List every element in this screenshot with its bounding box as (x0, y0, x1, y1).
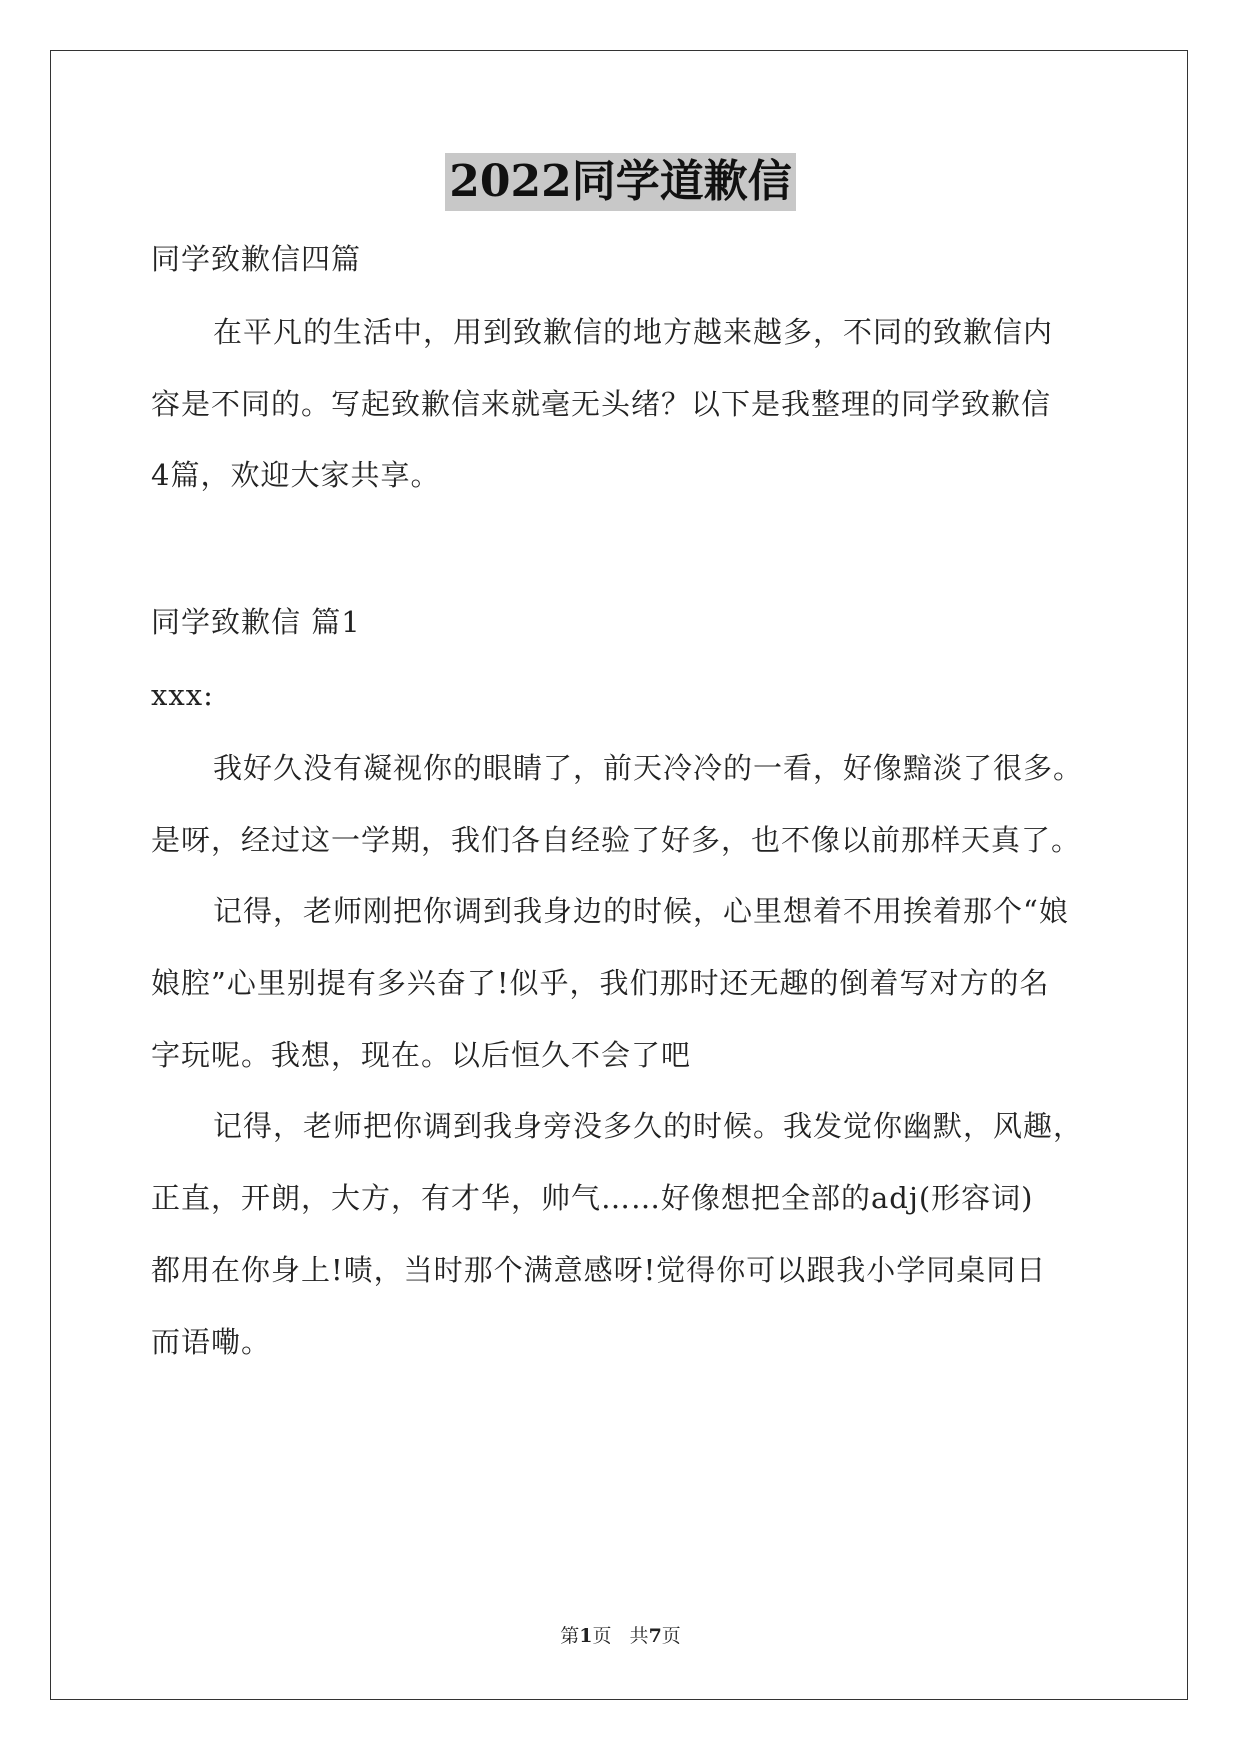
document-title: 2022同学道歉信 (445, 153, 795, 211)
footer-prefix: 第 (560, 1625, 580, 1647)
paragraph-line: 都用在你身上!啧，当时那个满意感呀!觉得你可以跟我小学同桌同日 (151, 1253, 1047, 1287)
paragraph-line: 在平凡的生活中，用到致歉信的地方越来越多，不同的致歉信内 (213, 315, 1054, 349)
salutation: xxx: (151, 678, 214, 712)
footer-mid: 页 共 (592, 1625, 649, 1647)
section-heading: 同学致歉信 篇1 (151, 605, 361, 639)
footer-suffix: 页 (661, 1625, 681, 1647)
title-block (0, 153, 1241, 211)
page-border (50, 50, 1188, 1700)
paragraph-line: 是呀，经过这一学期，我们各自经验了好多，也不像以前那样天真了。 (151, 823, 1082, 857)
paragraph-line: 娘腔”心里别提有多兴奋了!似乎，我们那时还无趣的倒着写对方的名 (151, 966, 1050, 1000)
paragraph-line: 而语嘞。 (151, 1325, 272, 1359)
paragraph-line: 我好久没有凝视你的眼睛了，前天冷冷的一看，好像黯淡了很多。 (213, 751, 1084, 785)
paragraph-line: 4篇，欢迎大家共享。 (151, 458, 441, 492)
total-pages-number: 7 (648, 1625, 662, 1647)
paragraph-line: 记得，老师把你调到我身旁没多久的时候。我发觉你幽默，风趣， (213, 1109, 1084, 1143)
page-footer (0, 1624, 1241, 1648)
paragraph-line: 正直，开朗，大方，有才华，帅气……好像想把全部的adj(形容词) (151, 1181, 1034, 1215)
subtitle: 同学致歉信四篇 (151, 242, 362, 276)
paragraph-line: 记得，老师刚把你调到我身边的时候，心里想着不用挨着那个“娘 (213, 894, 1069, 928)
paragraph-line: 字玩呢。我想，现在。以后恒久不会了吧 (151, 1038, 692, 1072)
paragraph-line: 容是不同的。写起致歉信来就毫无头绪？以下是我整理的同学致歉信 (151, 387, 1052, 421)
current-page-number: 1 (579, 1625, 593, 1647)
